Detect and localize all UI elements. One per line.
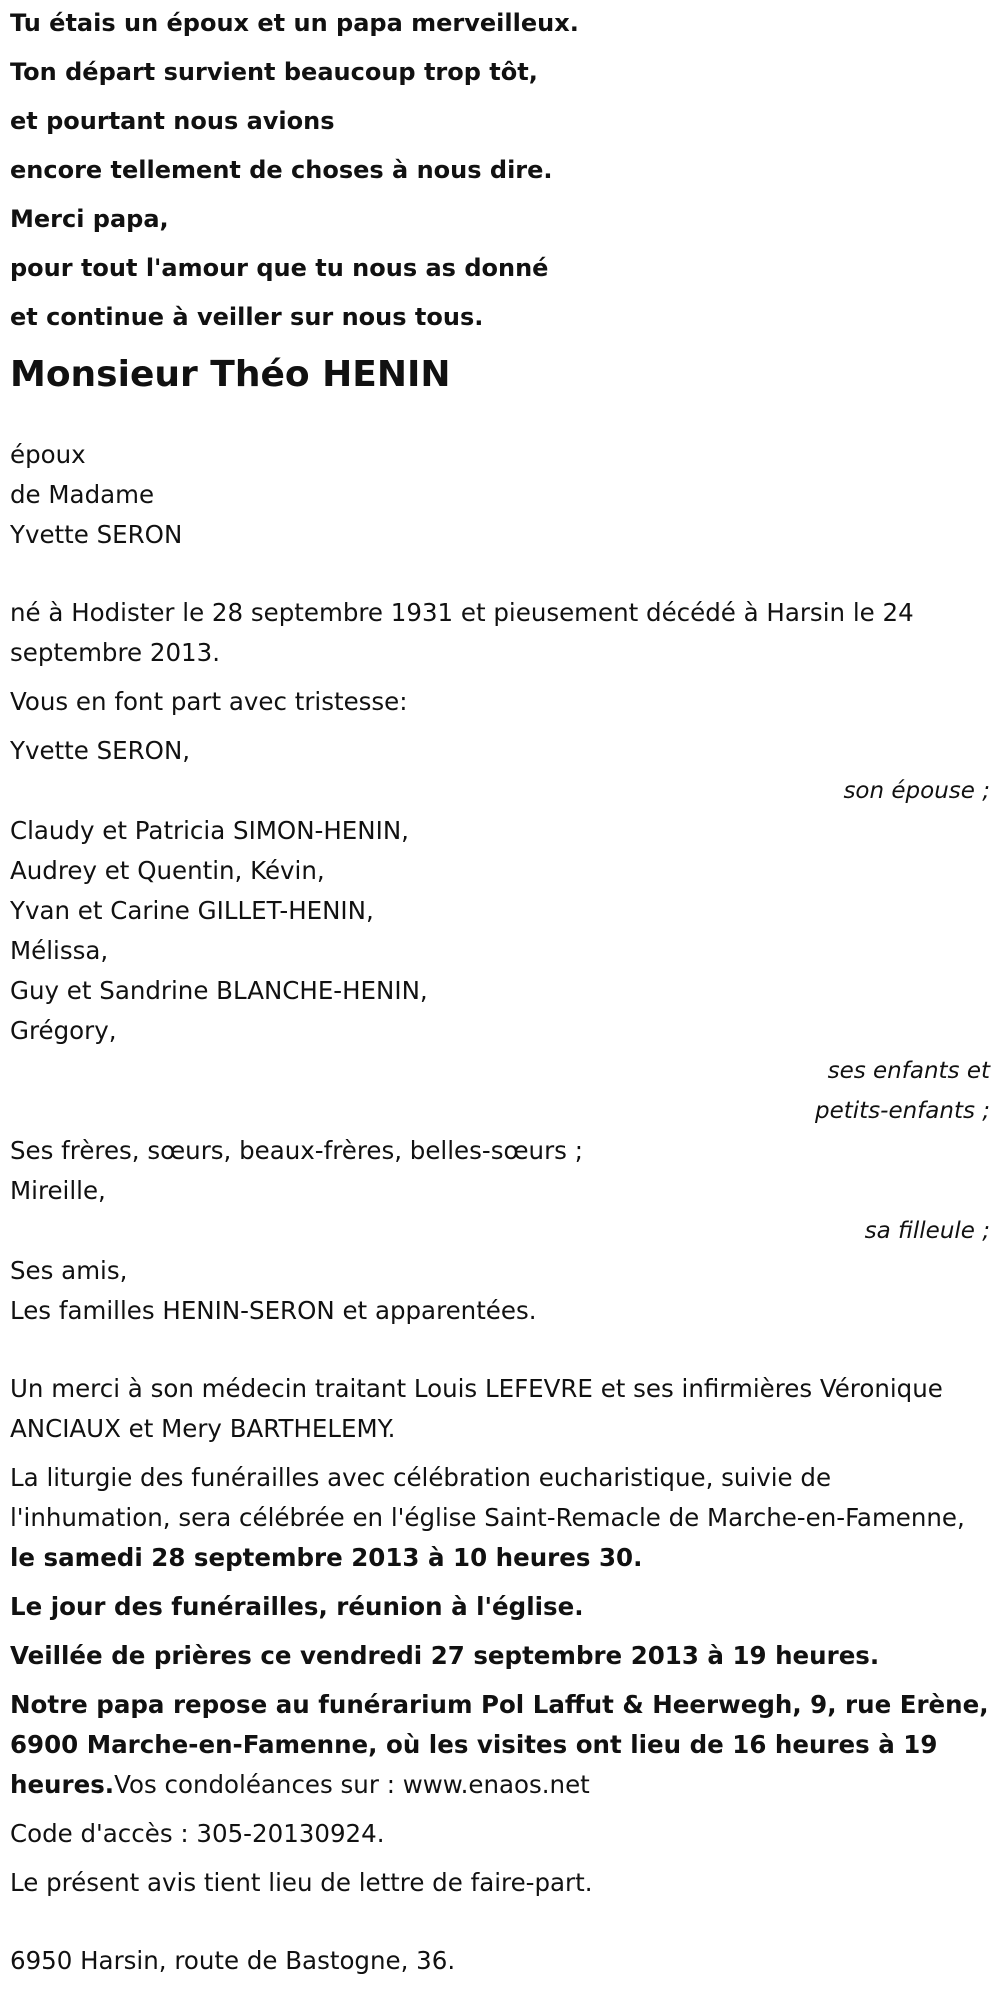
thanks-text: Un merci à son médecin traitant Louis LEFEVRE et ses infirmières Véronique ANCIAUX et Mery BARTHELEMY. [10, 1374, 943, 1443]
poem [10, 0, 990, 332]
notice-text: Le présent avis tient lieu de lettre de faire-part. [10, 1868, 593, 1897]
poem-line: Tu étais un époux et un papa merveilleux. [10, 9, 579, 37]
announce-text: Vous en font part avec tristesse: [10, 687, 408, 716]
address-text: 6950 Harsin, route de Bastogne, 36. [10, 1946, 456, 1975]
godchild-role: sa filleule ; [864, 1218, 990, 1244]
spouse-line: Yvette SERON [10, 520, 183, 549]
child-line: Yvan et Carine GILLET-HENIN, [10, 896, 374, 925]
child-line: Guy et Sandrine BLANCHE-HENIN, [10, 976, 428, 1005]
children-role-line1: ses enfants et [827, 1058, 990, 1084]
child-line: Mélissa, [10, 936, 109, 965]
children-role-line2: petits-enfants ; [814, 1098, 990, 1124]
godchild-name: Mireille, [10, 1176, 106, 1205]
liturgy-text [10, 1458, 990, 1578]
families-line: Les familles HENIN-SERON et apparentées. [10, 1296, 537, 1325]
condolences-text: Vos condoléances sur : www.enaos.net [114, 1770, 590, 1799]
spouse-line: de Madame [10, 480, 155, 509]
liturgy-date: le samedi 28 septembre 2013 à 10 heures 30. [10, 1543, 643, 1572]
birth-death-text: né à Hodister le 28 septembre 1931 et pieusement décédé à Harsin le 24 septembre 2013. [10, 598, 914, 667]
liturgy-text-part: La liturgie des funérailles avec célébration eucharistique, suivie de l'inhumation, sera célébrée en l'église Saint-Remacle de Marche-en-Famenne, [10, 1463, 965, 1532]
spouse-name: Yvette SERON, [10, 736, 191, 765]
siblings-line: Ses frères, sœurs, beaux-frères, belles-sœurs ; [10, 1136, 583, 1165]
poem-line: pour tout l'amour que tu nous as donné [10, 254, 549, 282]
deceased-name: Monsieur Théo HENIN [10, 354, 451, 395]
rest-text [10, 1685, 990, 1805]
children-list [10, 811, 990, 1051]
poem-line: Merci papa, [10, 205, 169, 233]
meeting-text: Le jour des funérailles, réunion à l'église. [10, 1592, 584, 1621]
friends-line: Ses amis, [10, 1256, 128, 1285]
vigil-text: Veillée de prières ce vendredi 27 septembre 2013 à 19 heures. [10, 1641, 880, 1670]
child-line: Claudy et Patricia SIMON-HENIN, [10, 816, 409, 845]
poem-line: Ton départ survient beaucoup trop tôt, [10, 58, 538, 86]
poem-line: et continue à veiller sur nous tous. [10, 303, 484, 331]
child-line: Grégory, [10, 1016, 117, 1045]
spouse-block [10, 435, 990, 555]
spouse-role: son épouse ; [843, 778, 990, 804]
poem-line: encore tellement de choses à nous dire. [10, 156, 553, 184]
rest-location: Notre papa repose au funérarium Pol Laffut & Heerwegh, 9, rue Erène, 6900 Marche-en-Famenne, où les visites ont lieu de 16 heures à 19 heures. [10, 1690, 989, 1799]
access-code: Code d'accès : 305-20130924. [10, 1819, 385, 1848]
spouse-line: époux [10, 440, 86, 469]
child-line: Audrey et Quentin, Kévin, [10, 856, 325, 885]
poem-line: et pourtant nous avions [10, 107, 335, 135]
